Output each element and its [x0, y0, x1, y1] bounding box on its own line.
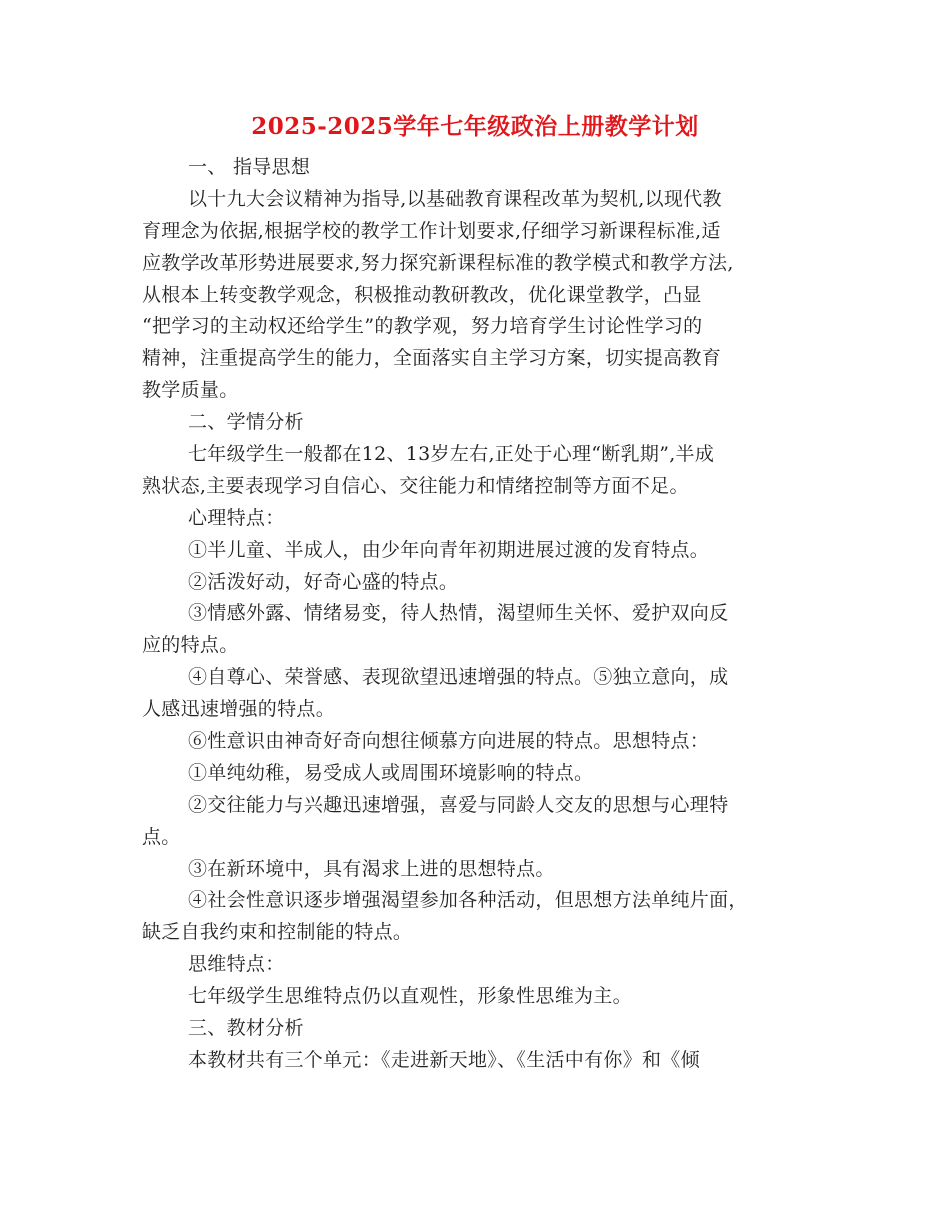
text-line: 本教材共有三个单元：《走进新天地》、《生活中有你》和《倾: [188, 1048, 700, 1071]
text-line: 二、学情分析: [188, 411, 304, 434]
text-line: 以十九大会议精神为指导,以基础教育课程改革为契机,以现代教: [188, 187, 722, 210]
text-line: ③在新环境中，具有渴求上进的思想特点。: [188, 857, 555, 880]
text-line: 七年级学生一般都在12、13岁左右,正处于心理“断乳期”,半成: [188, 443, 715, 466]
text-line: 思维特点：: [188, 953, 285, 976]
text-line: ①单纯幼稚，易受成人或周围环境影响的特点。: [188, 761, 594, 784]
text-line: 育理念为依据,根据学校的教学工作计划要求,仔细学习新课程标准,适: [142, 219, 721, 242]
text-line: ③情感外露、情绪易变，待人热情，渴望师生关怀、爱护双向反: [188, 602, 729, 625]
text-line: 一、 指导思想: [188, 156, 311, 178]
text-line: “把学习的主动权还给学生”的教学观，努力培育学生讨论性学习的: [142, 315, 703, 338]
text-line: 精神，注重提高学生的能力，全面落实自主学习方案，切实提高教育: [142, 347, 722, 370]
text-line: 应的特点。: [142, 634, 239, 657]
text-line: ①半儿童、半成人，由少年向青年初期进展过渡的发育特点。: [188, 538, 710, 561]
text-line: 应教学改革形势进展要求,努力探究新课程标准的教学模式和教学方法,: [142, 251, 734, 274]
text-line: 教学质量。: [142, 379, 239, 402]
text-line: 人感迅速增强的特点。: [142, 698, 336, 721]
document-title: 2025-2025学年七年级政治上册教学计划: [251, 113, 699, 140]
text-line: ④自尊心、荣誉感、表现欲望迅速增强的特点。⑤独立意向，成: [188, 666, 729, 689]
text-line: 从根本上转变教学观念，积极推动教研教改，优化课堂教学，凸显: [142, 283, 702, 306]
text-line: 七年级学生思维特点仍以直观性，形象性思维为主。: [188, 985, 632, 1008]
text-line: 缺乏自我约束和控制能的特点。: [142, 921, 413, 944]
text-line: 心理特点：: [188, 506, 285, 529]
text-line: 熟状态,主要表现学习自信心、交往能力和情绪控制等方面不足。: [142, 474, 689, 497]
text-line: ②活泼好动，好奇心盛的特点。: [188, 570, 459, 593]
text-line: ⑥性意识由神奇好奇向想往倾慕方向进展的特点。思想特点：: [188, 730, 710, 753]
document-body: [142, 152, 810, 1077]
text-line: 点。: [142, 825, 181, 848]
text-line: 三、教材分析: [188, 1017, 304, 1040]
text-line: ②交往能力与兴趣迅速增强，喜爱与同龄人交友的思想与心理特: [188, 793, 729, 816]
text-line: ④社会性意识逐步增强渴望参加各种活动，但思想方法单纯片面，: [188, 889, 748, 912]
